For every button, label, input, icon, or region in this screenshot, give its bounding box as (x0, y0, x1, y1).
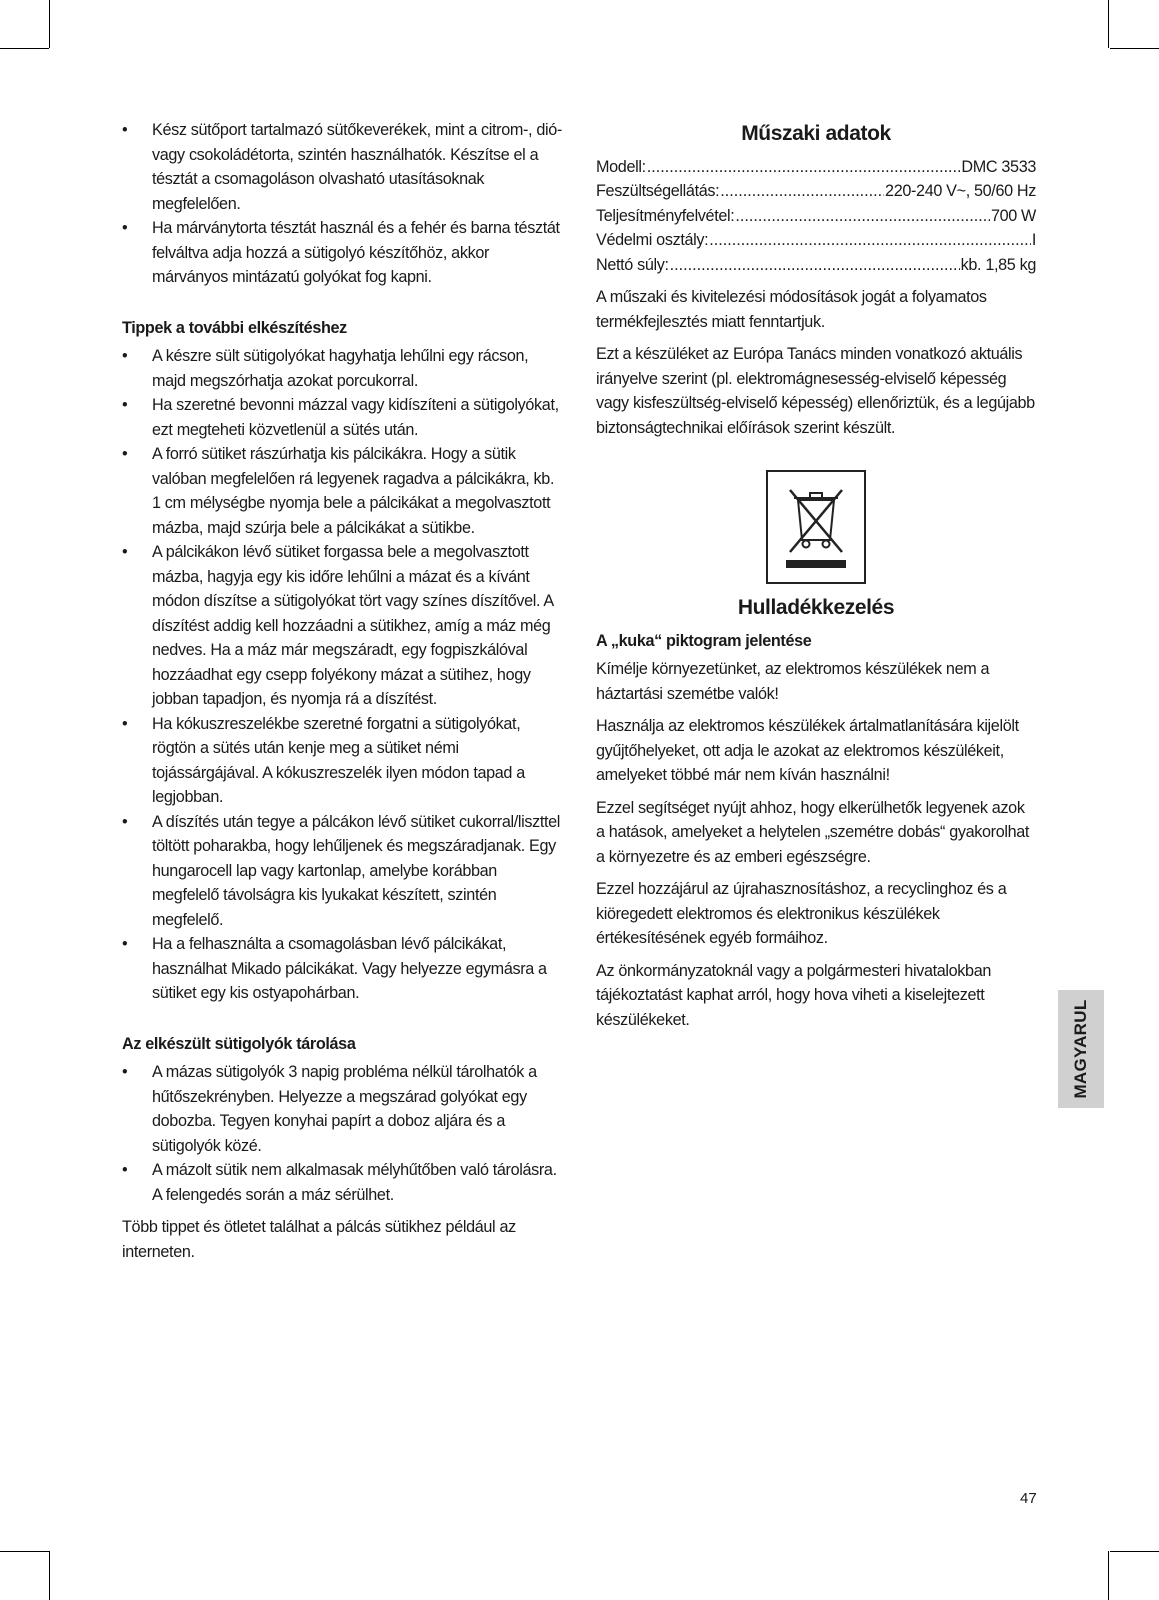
spec-label: Feszültségellátás: (596, 182, 720, 200)
spec-value: 700 W (990, 206, 1036, 225)
crossed-out-wheelie-bin-icon (766, 470, 866, 584)
spec-row (596, 179, 1036, 204)
tips-heading: Tippek a további elkészítéshez (122, 318, 347, 337)
crop-mark (49, 1551, 50, 1600)
waste-paragraph: Ezzel hozzájárul az újrahasznosításhoz, a recyclinghoz és a kiöregedett elektromos és elektronikus készülékek értékesítésének egyéb formáihoz. (596, 880, 1007, 947)
spec-value: kb. 1,85 kg (960, 255, 1036, 274)
crop-mark (1110, 48, 1159, 49)
crop-mark (1108, 0, 1109, 48)
tech-data-heading: Műszaki adatok (741, 122, 891, 145)
tips-list (122, 344, 562, 1006)
list-item: • Ha kókuszreszelékbe szeretné forgatni a sütigolyókat, rögtön a sütés után kenje meg a sütiket némi tojássárgájával. A kókuszreszelék ilyen módon tapad a legjobban. (122, 712, 562, 810)
spec-row (596, 204, 1036, 229)
page-number: 47 (1020, 1490, 1037, 1507)
waste-paragraph: Kímélje környezetünket, az elektromos készülékek nem a háztartási szemétbe valók! (596, 660, 990, 703)
spec-value: DMC 3533 (961, 157, 1036, 176)
crop-mark (0, 48, 49, 49)
crop-mark (49, 0, 50, 48)
list-item: • A mázolt sütik nem alkalmasak mélyhűtőben való tárolásra. A felengedés során a máz sérülhet. (122, 1158, 562, 1207)
list-item: • Ha a felhasználta a csomagolásban lévő pálcikákat, használhat Mikado pálcikákat. Vagy helyezze egymásra a sütiket egy kis ostyapohárban. (122, 932, 562, 1006)
spec-row (596, 155, 1036, 180)
list-item: • A készre sült sütigolyókat hagyhatja lehűlni egy rácson, majd megszórhatja azokat porcukorral. (122, 344, 562, 393)
spec-label: Nettó súly: (596, 255, 669, 274)
list-item: • A forró sütiket rászúrhatja kis pálcikákra. Hogy a sütik valóban megfelelően rá legyenek ragadva a pálcikákra, kb. 1 cm mélységbe nyomja bele a pálcikákat a megolvasztott mázba, majd szúrja bele a pálcikákat a sütikbe. (122, 442, 562, 540)
waste-heading: Hulladékkezelés (737, 596, 895, 619)
crop-mark (1108, 1551, 1109, 1600)
language-tab (1058, 990, 1104, 1108)
spec-label: Védelmi osztály: (596, 231, 709, 249)
right-column (596, 118, 1036, 1032)
spec-value: 220-240 V~, 50/60 Hz (885, 182, 1036, 200)
crop-mark (0, 1551, 49, 1552)
waste-subheading: A „kuka“ piktogram jelentése (596, 631, 812, 650)
closing-paragraph: Több tippet és ötletet találhat a pálcás sütikhez például az interneten. (122, 1218, 516, 1261)
list-item: • A pálcikákon lévő sütiket forgassa bele a megolvasztott mázba, hagyja egy kis időre lehűlni a mázat és a kívánt módon díszítse a sütigolyókat tört vagy színes díszítővel. A díszítést addig kell hozzáadni a sütikhez, amíg a máz még nedves. Ha a máz már megszáradt, egy fogpiszkálóval hozzáadhat egy csepp folyékony mázat a sütihez, hogy jobban tapadjon, és nyomja rá a díszítést. (122, 540, 562, 712)
waste-paragraph: Ezzel segítséget nyújt ahhoz, hogy elkerülhetők legyenek azok a hatások, amelyeket a helytelen „szemétre dobás“ gyakorolhat a környezetre és az emberi egészségre. (596, 798, 1030, 866)
spec-row (596, 228, 1036, 253)
left-column (122, 118, 562, 1264)
tech-paragraph: Ezt a készüléket az Európa Tanács minden vonatkozó aktuális irányelve szerint (pl. elektromágnesesség-elviselő képesség vagy kisfeszültség-elviselő képesség) ellenőriztük, és a legújabb biztonságtechnikai előírások szerint készült. (596, 345, 1035, 437)
waste-paragraph: Használja az elektromos készülékek ártalmatlanítására kijelölt gyűjtőhelyeket, ott adja le azokat az elektromos készülékeit, amelyeket többé már nem kíván használni! (596, 717, 1019, 784)
spec-label: Teljesítményfelvétel: (596, 206, 735, 225)
tech-paragraph: A műszaki és kivitelezési módosítások jogát a folyamatos termékfejlesztés miatt fenntartjuk. (596, 288, 987, 331)
spec-value: I (1031, 231, 1036, 249)
spec-table (596, 155, 1036, 278)
list-item: • A díszítés után tegye a pálcákon lévő sütiket cukorral/liszttel töltött poharakba, hogy lehűljenek és megszáradjanak. Egy hungarocell lap vagy kartonlap, amelybe korábban megfelelő távolságra kis lyukakat készített, szintén megfelelő. (122, 810, 562, 933)
list-item: • Kész sütőport tartalmazó sütőkeverékek, mint a citrom-, dió- vagy csokoládétorta, szintén használhatók. Készítse el a tésztát a csomagoláson olvasható utasításoknak megfelelően. (122, 118, 562, 216)
list-item: • A mázas sütigolyók 3 napig probléma nélkül tárolhatók a hűtőszekrényben. Helyezze a megszárad golyókat egy dobozba. Tegyen konyhai papírt a doboz aljára és a sütigolyók közé. (122, 1060, 562, 1158)
list-item: • Ha márványtorta tésztát használ és a fehér és barna tésztát felváltva adja hozzá a sütigolyó készítőhöz, akkor márványos mintázatú golyókat fog kapni. (122, 216, 562, 290)
intro-list (122, 118, 562, 290)
crop-mark (1110, 1551, 1159, 1552)
bin-svg (768, 472, 864, 582)
spec-row (596, 253, 1036, 278)
storage-list (122, 1060, 562, 1207)
storage-heading: Az elkészült sütigolyók tárolása (122, 1034, 356, 1053)
language-tab-label: MAGYARUL (1071, 999, 1090, 1099)
waste-paragraph: Az önkormányzatoknál vagy a polgármesteri hivatalokban tájékoztatást kaphat arról, hogy hova viheti a kiselejtezett készülékeket. (596, 961, 992, 1029)
list-item: • Ha szeretné bevonni mázzal vagy kidíszíteni a sütigolyókat, ezt megteheti közvetlenül a sütés után. (122, 393, 562, 442)
spec-label: Modell: (596, 157, 646, 176)
